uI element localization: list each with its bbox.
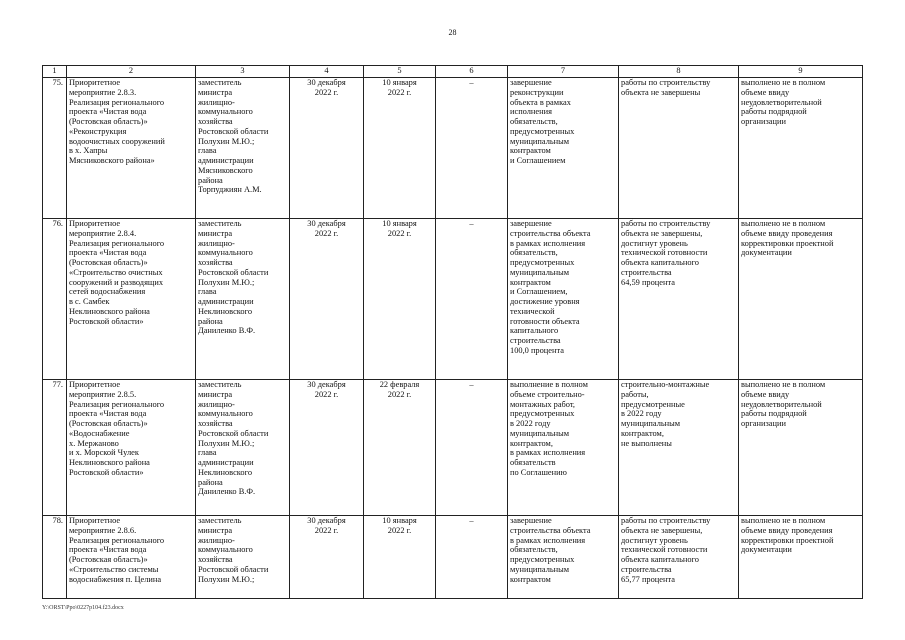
table-row: [43, 516, 863, 599]
actual-date-cell: 10 января 2022 г.: [364, 219, 436, 380]
actual-date-cell: 10 января 2022 г.: [364, 516, 436, 599]
responsible-cell: заместитель министра жилищно- коммунального хозяйства Ростовской области Полухин М.Ю.;: [196, 516, 290, 599]
planned-date-cell: 30 декабря 2022 г.: [290, 380, 364, 516]
column-header: 8: [619, 66, 739, 78]
column-header: 1: [43, 66, 67, 78]
reason-cell: выполнено не в полном объеме ввиду проведения корректировки проектной документации: [739, 219, 863, 380]
column-6-cell: –: [436, 516, 508, 599]
column-header: 2: [67, 66, 196, 78]
actual-result-cell: работы по строительству объекта не завершены, достигнут уровень технической готовности объекта капитального строительства 64,59 процента: [619, 219, 739, 380]
actual-result-cell: строительно-монтажные работы, предусмотренные в 2022 году муниципальным контрактом, не выполнены: [619, 380, 739, 516]
measure-cell: Приоритетное мероприятие 2.8.5. Реализация регионального проекта «Чистая вода (Ростовская область)» «Водоснабжение х. Мержаново и х. Морской Чулек Неклиновского района Ростовской области»: [67, 380, 196, 516]
actual-result-cell: работы по строительству объекта не завершены: [619, 78, 739, 219]
responsible-cell: заместитель министра жилищно- коммунального хозяйства Ростовской области Полухин М.Ю.; глава администрации Мясниковского района Торпуджиян А.М.: [196, 78, 290, 219]
column-6-cell: –: [436, 380, 508, 516]
column-header: 5: [364, 66, 436, 78]
page-number: 28: [448, 28, 457, 37]
measure-cell: Приоритетное мероприятие 2.8.3. Реализация регионального проекта «Чистая вода (Ростовская область)» «Реконструкция водоочистных сооружений в х. Хапры Мясниковского района»: [67, 78, 196, 219]
reason-cell: выполнено не в полном объеме ввиду проведения корректировки проектной документации: [739, 516, 863, 599]
column-6-cell: –: [436, 78, 508, 219]
column-header: 9: [739, 66, 863, 78]
reason-cell: выполнено не в полном объеме ввиду неудовлетворительной работы подрядной организации: [739, 380, 863, 516]
row-number: 76.: [43, 219, 67, 380]
actual-result-cell: работы по строительству объекта не завершены, достигнут уровень технической готовности объекта капитального строительства 65,77 процента: [619, 516, 739, 599]
column-header: 7: [508, 66, 619, 78]
column-number-row: [43, 66, 863, 78]
table-row: [43, 380, 863, 516]
table-row: [43, 78, 863, 219]
column-6-cell: –: [436, 219, 508, 380]
responsible-cell: заместитель министра жилищно- коммунального хозяйства Ростовской области Полухин М.Ю.; глава администрации Неклиновского района Даниленко В.Ф.: [196, 380, 290, 516]
planned-date-cell: 30 декабря 2022 г.: [290, 516, 364, 599]
column-header: 3: [196, 66, 290, 78]
actual-date-cell: 10 января 2022 г.: [364, 78, 436, 219]
planned-result-cell: завершение строительства объекта в рамках исполнения обязательств, предусмотренных муниципальным контрактом: [508, 516, 619, 599]
measure-cell: Приоритетное мероприятие 2.8.4. Реализация регионального проекта «Чистая вода (Ростовская область)» «Строительство очистных сооружений и разводящих сетей водоснабжения в с. Самбек Неклиновского района Ростовской области»: [67, 219, 196, 380]
planned-date-cell: 30 декабря 2022 г.: [290, 78, 364, 219]
planned-date-cell: 30 декабря 2022 г.: [290, 219, 364, 380]
report-table: [42, 65, 863, 599]
column-header: 6: [436, 66, 508, 78]
planned-result-cell: завершение реконструкции объекта в рамках исполнения обязательств, предусмотренных муниципальным контрактом и Соглашением: [508, 78, 619, 219]
table-row: [43, 219, 863, 380]
column-header: 4: [290, 66, 364, 78]
actual-date-cell: 22 февраля 2022 г.: [364, 380, 436, 516]
row-number: 75.: [43, 78, 67, 219]
row-number: 77.: [43, 380, 67, 516]
footer-file-path: Y:\ORST\Ppo\0227p104.f23.docx: [42, 605, 124, 611]
planned-result-cell: выполнение в полном объеме строительно- монтажных работ, предусмотренных в 2022 году муниципальным контрактом, в рамках исполнения обязательств по Соглашению: [508, 380, 619, 516]
reason-cell: выполнено не в полном объеме ввиду неудовлетворительной работы подрядной организации: [739, 78, 863, 219]
row-number: 78.: [43, 516, 67, 599]
measure-cell: Приоритетное мероприятие 2.8.6. Реализация регионального проекта «Чистая вода (Ростовская область)» «Строительство системы водоснабжения п. Целина: [67, 516, 196, 599]
planned-result-cell: завершение строительства объекта в рамках исполнения обязательств, предусмотренных муниципальным контрактом и Соглашением, достижение уровня технической готовности объекта капитального строительства 100,0 процента: [508, 219, 619, 380]
responsible-cell: заместитель министра жилищно- коммунального хозяйства Ростовской области Полухин М.Ю.; глава администрации Неклиновского района Даниленко В.Ф.: [196, 219, 290, 380]
